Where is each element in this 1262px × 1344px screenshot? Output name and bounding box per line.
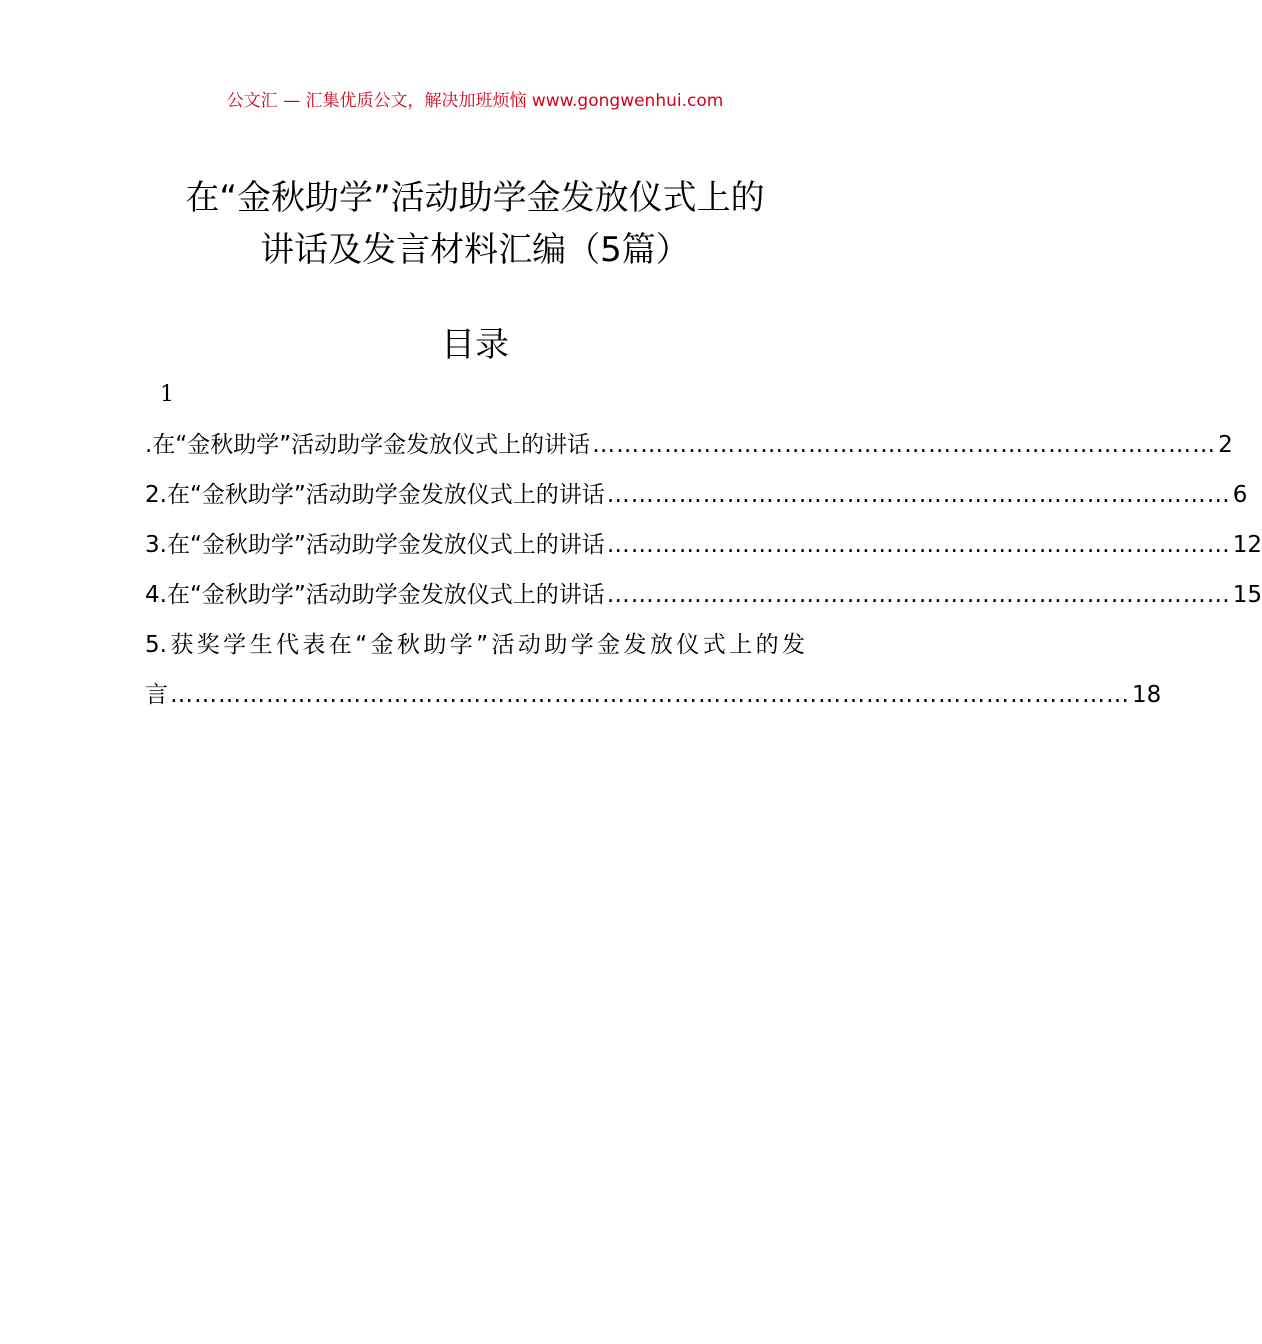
toc-entry-1[interactable] — [145, 420, 1233, 470]
toc-entry-text: .在“金秋助学”活动助学金发放仪式上的讲话 — [145, 432, 591, 458]
document-title — [0, 172, 950, 276]
toc-stray-number: 1 — [160, 382, 174, 407]
toc-leader-dots: …………………………………………………………………… — [606, 482, 1231, 508]
toc-entry-page: 12 — [1232, 532, 1262, 558]
title-line-2: 讲话及发言材料汇编（5篇） — [260, 230, 690, 270]
toc-entry-3[interactable] — [145, 520, 1262, 570]
toc-entry-2[interactable] — [145, 470, 1248, 520]
toc-entry-text: 2.在“金秋助学”活动助学金发放仪式上的讲话 — [145, 482, 605, 508]
toc-leader-dots: …………………………………………………………………… — [592, 432, 1217, 458]
header-banner: 公文汇 — 汇集优质公文，解决加班烦恼 www.gongwenhui.com — [226, 91, 724, 111]
toc-leader-dots: ………………………………………………………………………………………………………… — [170, 682, 1130, 708]
toc-entry-text: 4.在“金秋助学”活动助学金发放仪式上的讲话 — [145, 582, 605, 608]
toc-entry-page: 2 — [1218, 432, 1233, 458]
toc-entry-4[interactable] — [145, 570, 1262, 620]
toc-entry-5-line-1[interactable] — [145, 620, 805, 670]
toc-entry-text: 5.获奖学生代表在“金秋助学”活动助学金发放仪式上的发 — [145, 632, 805, 658]
toc-entry-5-line-2[interactable] — [145, 670, 1162, 720]
toc-entry-text: 3.在“金秋助学”活动助学金发放仪式上的讲话 — [145, 532, 605, 558]
title-line-1: 在“金秋助学”活动助学金发放仪式上的 — [185, 178, 765, 218]
toc-entry-page: 18 — [1132, 682, 1162, 708]
toc-leader-dots: …………………………………………………………………… — [606, 582, 1231, 608]
toc-entry-page: 15 — [1232, 582, 1262, 608]
table-of-contents — [145, 420, 1262, 720]
toc-entry-page: 6 — [1232, 482, 1248, 508]
toc-leader-dots: …………………………………………………………………… — [606, 532, 1231, 558]
toc-entry-text-continued: 言 — [145, 682, 168, 708]
toc-heading: 目录 — [441, 325, 509, 365]
